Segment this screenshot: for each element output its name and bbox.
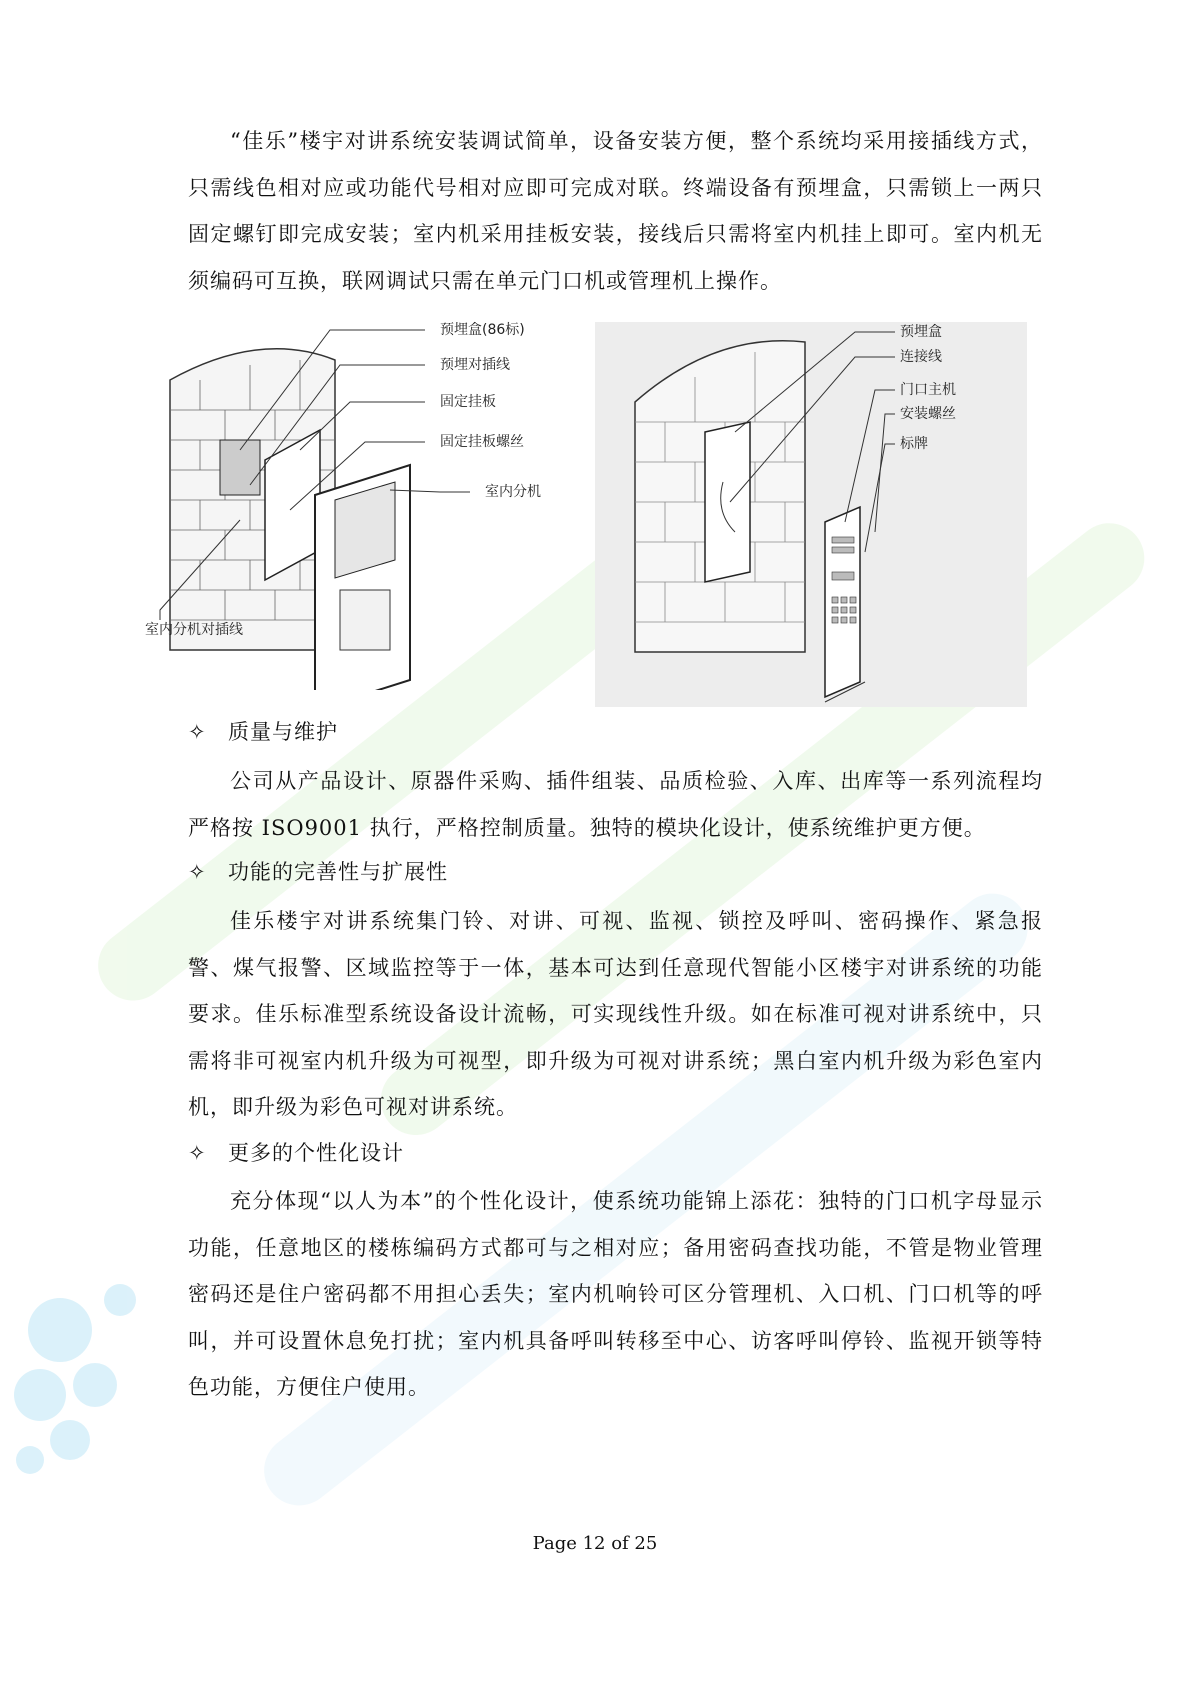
right-label-4: 安装螺丝 — [900, 406, 956, 422]
right-label-3: 门口主机 — [900, 382, 956, 398]
right-label-5: 标牌 — [900, 436, 928, 452]
left-label-4: 固定挂板螺丝 — [440, 434, 524, 450]
section-title: 功能的完善性与扩展性 — [228, 860, 448, 884]
page-footer: Page 12 of 25 — [532, 1533, 658, 1554]
diamond-bullet-icon: ✧ — [188, 720, 207, 744]
intro-paragraph: “佳乐”楼宇对讲系统安装调试简单，设备安装方便，整个系统均采用接插线方式，只需线色相对应或功能代号相对应即可完成对联。终端设备有预埋盒，只需锁上一两只固定螺钉即完成安装；室内机采用挂板安装，接线后只需将室内机挂上即可。室内机无须编码可互换，联网调试只需在单元门口机或管理机上操作。 — [188, 129, 1043, 293]
diamond-bullet-icon: ✧ — [188, 860, 207, 884]
section-title: 质量与维护 — [228, 720, 338, 744]
section-body-personalization: 充分体现“以人为本”的个性化设计，使系统功能锦上添花：独特的门口机字母显示功能，任意地区的楼栋编码方式都可与之相对应；备用密码查找功能，不管是物业管理密码还是住户密码都不用担心丢失；室内机响铃可区分管理机、入口机、门口机等的呼叫，并可设置休息免打扰；室内机具备呼叫转移至中心、访客呼叫停铃、监视开锁等特色功能，方便住户使用。 — [188, 1189, 1043, 1399]
left-label-5: 室内分机 — [485, 484, 541, 500]
left-label-6: 室内分机对插线 — [145, 622, 243, 638]
section-heading-personalization — [188, 1137, 404, 1169]
left-label-2: 预埋对插线 — [440, 357, 510, 373]
right-label-1: 预埋盒 — [900, 324, 942, 340]
right-label-2: 连接线 — [900, 349, 942, 365]
section-heading-features — [188, 856, 448, 888]
left-label-1: 预埋盒(86标) — [440, 322, 525, 338]
left-label-3: 固定挂板 — [440, 394, 496, 410]
section-body-quality: 公司从产品设计、原器件采购、插件组装、品质检验、入库、出库等一系列流程均严格按 ISO9001 执行，严格控制质量。独特的模块化设计，使系统维护更方便。 — [188, 769, 1043, 840]
section-title: 更多的个性化设计 — [228, 1141, 404, 1165]
section-heading-quality — [188, 716, 338, 748]
door-station-installation-diagram — [595, 322, 1027, 707]
section-body-features: 佳乐楼宇对讲系统集门铃、对讲、可视、监视、锁控及呼叫、密码操作、紧急报警、煤气报警、区域监控等于一体，基本可达到任意现代智能小区楼宇对讲系统的功能要求。佳乐标准型系统设备设计流畅，可实现线性升级。如在标准可视对讲系统中，只需将非可视室内机升级为可视型，即升级为可视对讲系统；黑白室内机升级为彩色室内机，即升级为彩色可视对讲系统。 — [188, 909, 1043, 1119]
diamond-bullet-icon: ✧ — [188, 1141, 207, 1165]
indoor-unit-installation-diagram — [140, 320, 580, 690]
